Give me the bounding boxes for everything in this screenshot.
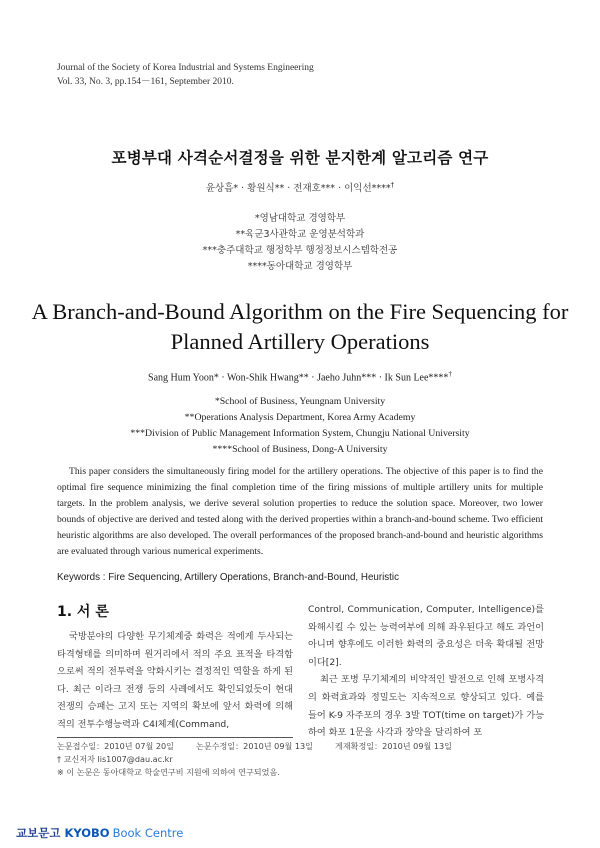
korean-affiliation: ***충주대학교 행정학부 행정정보시스템학전공	[202, 245, 398, 256]
english-affiliation: **Operations Analysis Department, Korea Army Academy	[184, 412, 416, 423]
submission-dates	[57, 740, 452, 753]
kyobo-logo	[16, 825, 183, 841]
footnotes	[57, 740, 452, 779]
journal-header	[57, 61, 314, 89]
journal-volume: Vol. 33, No. 3, pp.154－161, September 2010.	[57, 77, 234, 87]
keywords	[57, 572, 399, 583]
corresponding-mark: †	[448, 370, 452, 378]
funding-note: ※ 이 논문은 동아대학교 학술연구비 지원에 의하여 연구되었음.	[57, 767, 280, 777]
received-date: 논문접수일：2010년 07월 20일	[57, 741, 174, 751]
keywords-separator: :	[100, 572, 109, 583]
logo-brand: KYOBO	[64, 826, 110, 840]
abstract: This paper considers the simultaneously firing model for the artillery operations. The objective of this paper is to find the optimal fire sequence minimizing the final completion time of the firing missions of multiple artillery units for multiple targets. In the problem analysis, we derive several solution properties to reduce the solution space. Moreover, two lower bounds of objective are derived and tested along with the derived properties within a branch-and-bound scheme. Two efficient heuristic algorithms are also developed. The overall performances of the proposed branch-and-bound and heuristic algorithms are evaluated through various numerical experiments.	[57, 466, 543, 557]
english-title-line: A Branch-and-Bound Algorithm on the Fire Sequencing for	[31, 299, 569, 324]
english-author-list: Sang Hum Yoon* · Won-Shik Hwang** · Jaeho Juhn*** · Ik Sun Lee****	[148, 372, 449, 384]
section-heading: 1. 서 론	[57, 604, 109, 620]
body-column-right	[308, 601, 544, 742]
revised-date: 논문수정일：2010년 09월 13일	[196, 741, 313, 751]
body-paragraph: Control, Communication, Computer, Intelligence)를 와해시킬 수 있는 능력여부에 의해 좌우된다고 해도 과언이 아니며 향후에도 이러한 화력의 중요성은 더욱 확대될 전망이다[2].	[308, 604, 544, 668]
keywords-text: Fire Sequencing, Artillery Operations, Branch-and-Bound, Heuristic	[108, 572, 399, 583]
accepted-date: 게재확정일：2010년 09월 13일	[335, 741, 452, 751]
english-title-line: Planned Artillery Operations	[170, 329, 430, 354]
korean-title: 포병부대 사격순서결정을 위한 분지한계 알고리즘 연구	[111, 149, 489, 167]
korean-affiliation: *영남대학교 경영학부	[254, 213, 346, 224]
journal-name: Journal of the Society of Korea Industrial and Systems Engineering	[57, 63, 314, 73]
footnote-divider	[57, 737, 293, 738]
corresponding-mark: †	[390, 180, 395, 189]
english-authors	[0, 370, 600, 383]
english-affiliation: *School of Business, Yeungnam University	[214, 396, 386, 407]
english-affiliation: ****School of Business, Dong-A University	[212, 444, 388, 455]
logo-korean: 교보문고	[16, 826, 61, 840]
korean-affiliation: **육군3사관학교 운영분석학과	[235, 229, 365, 240]
korean-authors	[0, 180, 600, 194]
english-title	[0, 297, 600, 357]
korean-author-list: 윤상흠* · 황원식** · 전재호*** · 이익선****	[205, 183, 391, 194]
body-paragraph: 최근 포병 무기체계의 비약적인 발전으로 인해 포병사격의 화력효과와 정밀도는 지속적으로 향상되고 있다. 예를 들어 K-9 자주포의 경우 3발 TOT(time on target)가 가능하여 화포 1문을 사각과 장약을 달리하여 포	[308, 674, 544, 739]
english-affiliation: ***Division of Public Management Information System, Chungju National University	[130, 428, 470, 439]
body-column-left	[57, 628, 293, 734]
corresponding-author-note: † 교신저자 lis1007@dau.ac.kr	[57, 754, 173, 764]
body-paragraph: 국방분야의 다양한 무기체계중 화력은 적에게 두사되는 타격형태를 의미하며 원거리에서 적의 주요 표적을 타격함으로써 적의 전투력을 약화시키는 결정적인 역할을 하게 된다. 최근 이라크 전쟁 등의 사례에서도 확인되었듯이 현대전쟁의 승패는 고지 또는 지역의 확보에 앞서 화력에 의해 적의 전투수행능력과 C4I체계(Command,	[57, 631, 293, 730]
korean-affiliation: ****동아대학교 경영학부	[247, 261, 353, 272]
keywords-label: Keywords	[57, 572, 101, 583]
logo-subtitle: Book Centre	[112, 826, 184, 840]
